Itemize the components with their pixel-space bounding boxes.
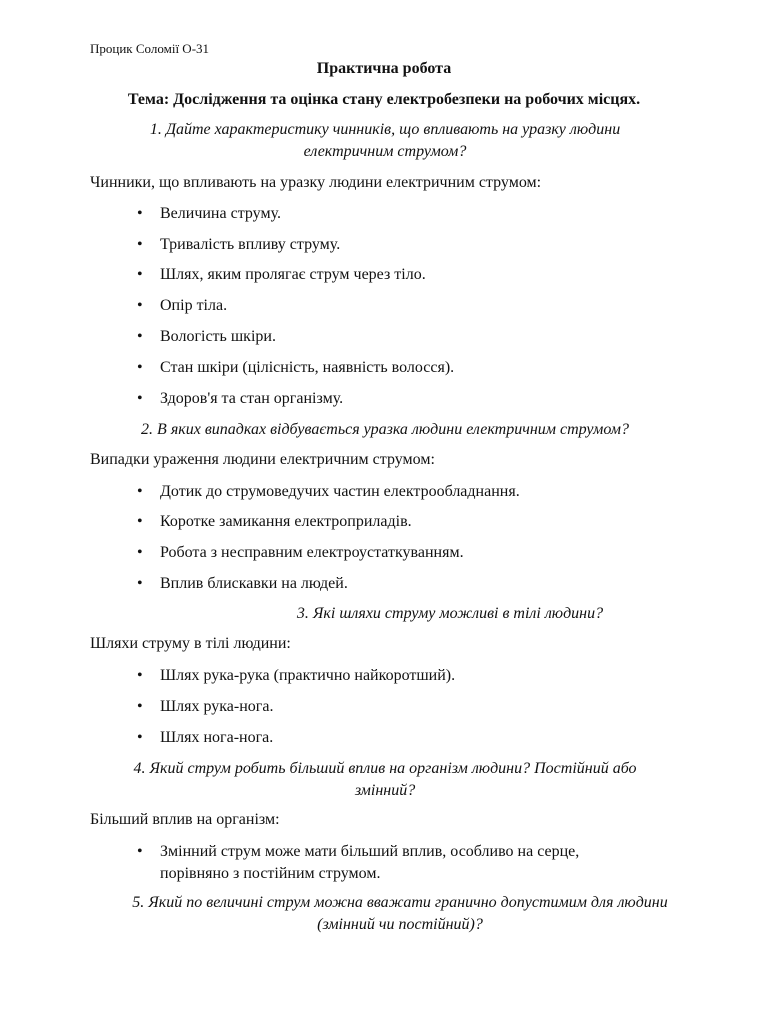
question-4-line-2: змінний? xyxy=(354,782,416,799)
question-3-line-1: 3. Які шляхи струму можливі в тілі людини? xyxy=(296,605,604,622)
question-5-line-2: (змінний чи постійний)? xyxy=(317,916,483,933)
list-item: • Здоров'я та стан організму. xyxy=(160,388,680,410)
list-item: • Дотик до струмоведучих частин електрообладнання. xyxy=(160,481,680,503)
question-4-line-1: 4. Який струм робить більший вплив на організм людини? Постійний або xyxy=(133,760,637,777)
list-item: • Вплив блискавки на людей. xyxy=(160,573,680,595)
question-5 xyxy=(90,892,710,936)
question-5-line-1: 5. Який по величині струм можна вважати гранично допустимим для людини xyxy=(132,894,668,911)
document-title: Практична робота xyxy=(316,60,452,77)
list-item: • Робота з несправним електроустаткуванням. xyxy=(160,542,680,564)
list-item: • Шлях, яким пролягає струм через тіло. xyxy=(160,264,680,286)
question-2-line-1: 2. В яких випадках відбувається уразка людини електричним струмом? xyxy=(141,421,629,438)
answer-1-intro: Чинники, що впливають на уразку людини електричним струмом: xyxy=(90,174,542,191)
document-topic: Тема: Дослідження та оцінка стану електробезпеки на робочих місцях. xyxy=(127,91,641,108)
answer-4-intro: Більший вплив на організм: xyxy=(90,811,280,828)
list-item: • Вологість шкіри. xyxy=(160,326,680,348)
question-1 xyxy=(95,119,675,163)
list-item: • Стан шкіри (цілісність, наявність волосся). xyxy=(160,357,680,379)
question-2 xyxy=(90,419,680,441)
question-4 xyxy=(95,758,675,802)
question-1-line-2: електричним струмом? xyxy=(303,143,467,160)
list-item: • Коротке замикання електроприладів. xyxy=(160,511,680,533)
author-name: Процик Соломії О-31 xyxy=(90,41,210,56)
question-3 xyxy=(160,603,740,625)
list-item xyxy=(160,841,680,885)
answer-2-intro: Випадки ураження людини електричним струмом: xyxy=(90,451,435,468)
list-item: • Шлях нога-нога. xyxy=(160,727,680,749)
list-item-line-2: порівняно з постійним струмом. xyxy=(160,865,381,882)
answer-3-intro: Шляхи струму в тілі людини: xyxy=(90,635,291,652)
list-item: • Шлях рука-нога. xyxy=(160,696,680,718)
list-item: • Шлях рука-рука (практично найкоротший). xyxy=(160,665,680,687)
list-item: • Опір тіла. xyxy=(160,295,680,317)
question-1-line-1: 1. Дайте характеристику чинників, що впливають на уразку людини xyxy=(149,121,621,138)
list-item: • Величина струму. xyxy=(160,203,680,225)
list-item-line-1: • Змінний струм може мати більший вплив, особливо на серце, xyxy=(160,843,580,860)
list-item: • Тривалість впливу струму. xyxy=(160,234,680,256)
